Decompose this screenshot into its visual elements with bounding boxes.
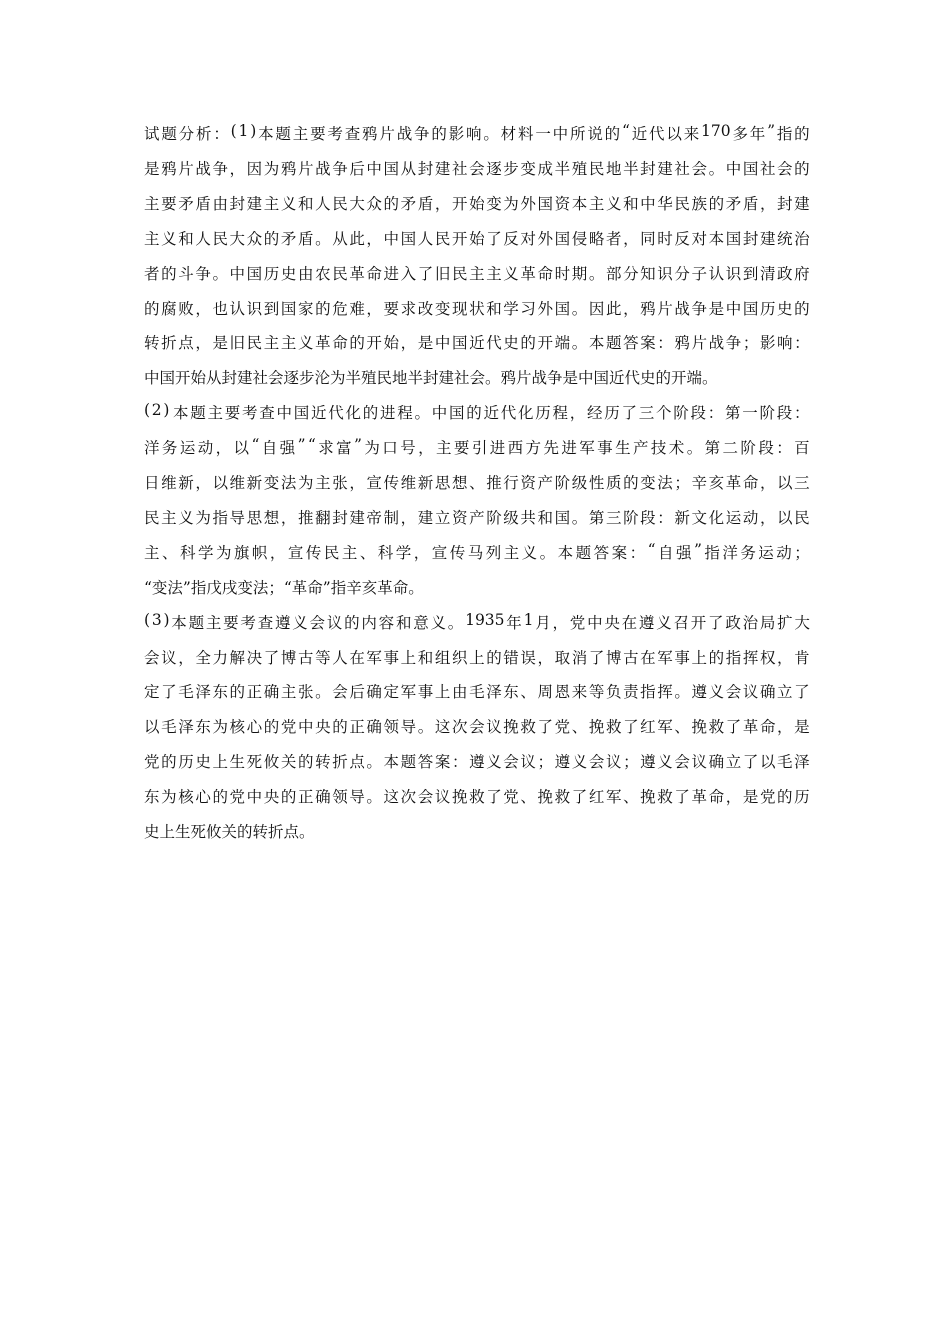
text-line: 党 的 历 史 上 生 死 攸 关 的 转 折 点 。 本 题 答 案 ： 遵 义 会 议 ； 遵 义 会 议 ； 遵 义 会 议 确 立 了 以 毛 泽 [144,753,810,772]
text-line: 者 的 斗 争 。 中 国 历 史 由 农 民 革 命 进 入 了 旧 民 主 主 义 革 命 时 期 。 部 分 知 识 分 子 认 识 到 清 政 府 [144,264,810,283]
text-line: 定 了 毛 泽 东 的 正 确 主 张 。 会 后 确 定 军 事 上 由 毛 泽 东 、 周 恩 来 等 负 责 指 挥 。 遵 义 会 议 确 立 了 [144,683,810,702]
text-line: 的 腐 败 ， 也 认 识 到 国 家 的 危 难 ， 要 求 改 变 现 状 和 学 习 外 国 。 因 此 ， 鸦 片 战 争 是 中 国 历 史 的 [144,299,810,318]
text-line: 转 折 点 ， 是 旧 民 主 主 义 革 命 的 开 始 ， 是 中 国 近 代 史 的 开 端 。 本 题 答 案 ： 鸦 片 战 争 ； 影 响 ： [144,334,810,353]
text-line: ( 2 ) 本 题 主 要 考 查 中 国 近 代 化 的 进 程 。 中 国 的 近 代 化 历 程 ， 经 历 了 三 个 阶 段 ： 第 一 阶 段 ： [144,401,810,423]
text-line: 东 为 核 心 的 党 中 央 的 正 确 领 导 。 这 次 会 议 挽 救 了 党 、 挽 救 了 红 军 、 挽 救 了 革 命 ， 是 党 的 历 [144,788,810,807]
text-line: 以 毛 泽 东 为 核 心 的 党 中 央 的 正 确 领 导 。 这 次 会 议 挽 救 了 党 、 挽 救 了 红 军 、 挽 救 了 革 命 ， 是 [144,718,810,737]
text-line: “变法”指戊戌变法；“革命”指辛亥革命。 [144,578,424,597]
text-line: 主 、 科 学 为 旗 帜 ， 宣 传 民 主 、 科 学 ， 宣 传 马 列 主 义 。 本 题 答 案 ： “ 自 强 ” 指 洋 务 运 动 ； [144,540,810,562]
text-line: 日 维 新 ， 以 维 新 变 法 为 主 张 ， 宣 传 维 新 思 想 、 推 行 资 产 阶 级 性 质 的 变 法 ； 辛 亥 革 命 ， 以 三 [144,474,810,492]
text-line: ( 3 ) 本 题 主 要 考 查 遵 义 会 议 的 内 容 和 意 义 。 1935 年 1 月 ， 党 中 央 在 遵 义 召 开 了 政 治 局 扩 大 [144,610,810,632]
text-line: 主 义 和 人 民 大 众 的 矛 盾 。 从 此 ， 中 国 人 民 开 始 了 反 对 外 国 侵 略 者 ， 同 时 反 对 本 国 封 建 统 治 [144,229,810,248]
text-line: 试 题 分 析 ： ( 1 ) 本 题 主 要 考 查 鸦 片 战 争 的 影 响 。 材 料 一 中 所 说 的 “ 近 代 以 来 170 多 年 ” 指 的 [144,122,810,143]
text-line: 会 议 ， 全 力 解 决 了 博 古 等 人 在 军 事 上 和 组 织 上 的 错 误 ， 取 消 了 博 古 在 军 事 上 的 指 挥 权 ， 肯 [144,648,810,667]
text-line: 民 主 义 为 指 导 思 想 ， 推 翻 封 建 帝 制 ， 建 立 资 产 阶 级 共 和 国 。 第 三 阶 段 ： 新 文 化 运 动 ， 以 民 [144,508,810,527]
text-line: 是 鸦 片 战 争 ， 因 为 鸦 片 战 争 后 中 国 从 封 建 社 会 逐 步 变 成 半 殖 民 地 半 封 建 社 会 。 中 国 社 会 的 [144,159,810,178]
text-line: 中国开始从封建社会逐步沦为半殖民地半封建社会。鸦片战争是中国近代史的开端。 [144,369,718,388]
text-line: 主 要 矛 盾 由 封 建 主 义 和 人 民 大 众 的 矛 盾 ， 开 始 变 为 外 国 资 本 主 义 和 中 华 民 族 的 矛 盾 ， 封 建 [144,194,810,213]
text-line: 史上生死攸关的转折点。 [144,823,315,841]
text-line: 洋 务 运 动 ， 以 “ 自 强 ” “ 求 富 ” 为 口 号 ， 主 要 引 进 西 方 先 进 军 事 生 产 技 术 。 第 二 阶 段 ： 百 [144,436,810,458]
